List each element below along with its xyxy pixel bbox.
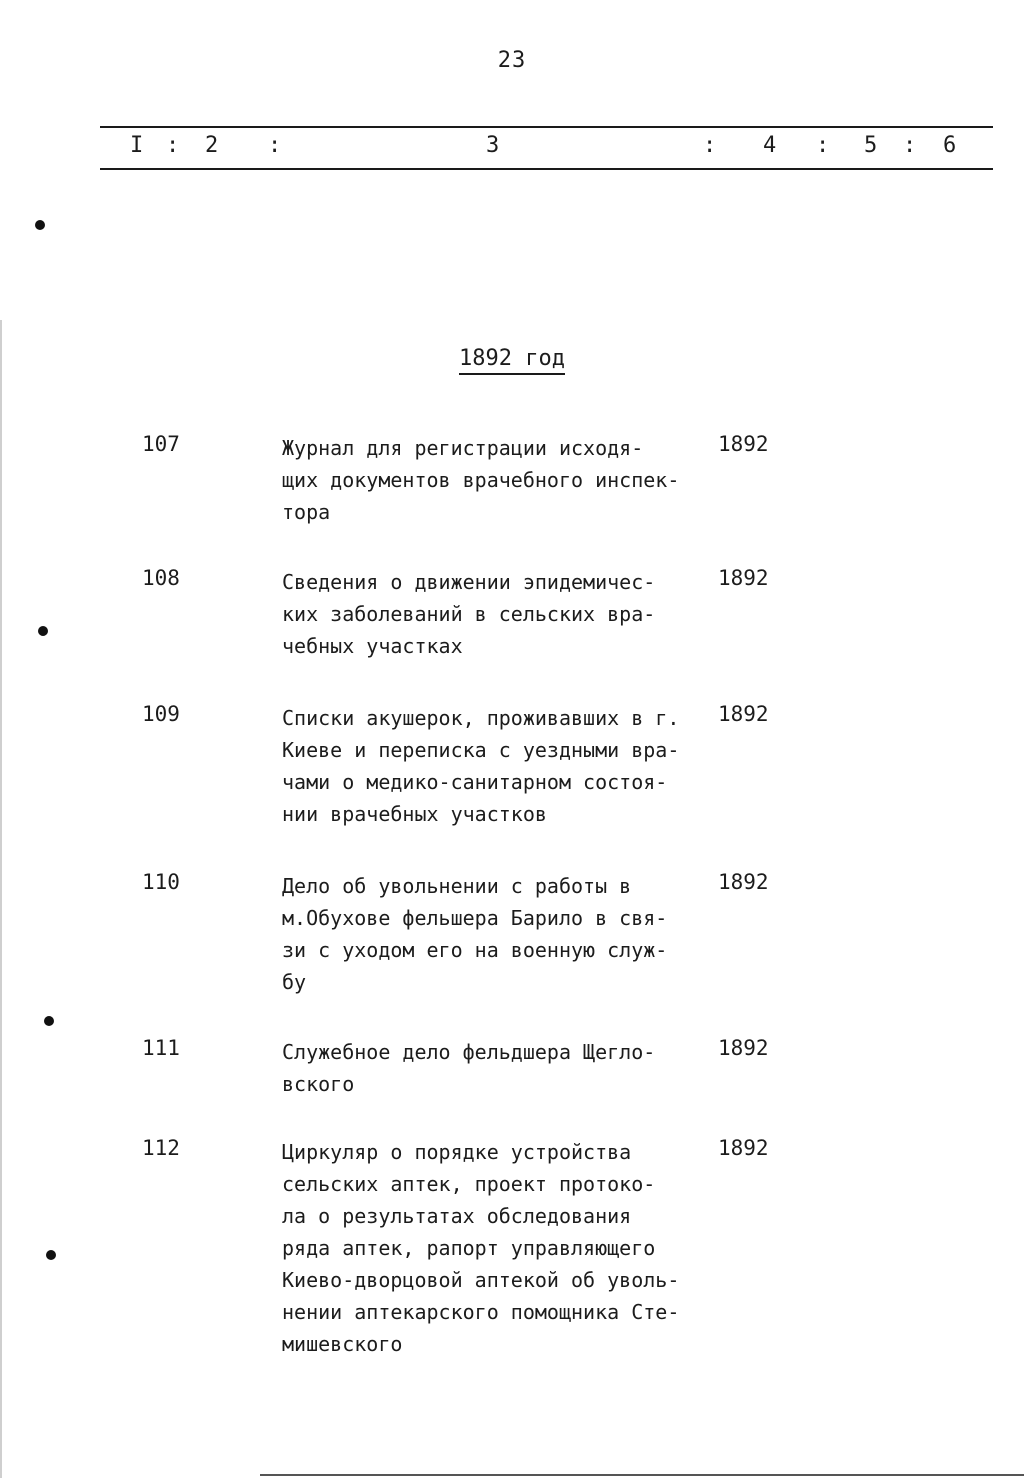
entry-number: 107 [142,432,180,456]
description-line: Списки акушерок, проживавших в г. [282,706,680,730]
description-line: чами о медико-санитарном состоя- [282,770,668,794]
column-separator: : [816,133,830,158]
description-line: Служебное дело фельдшера Щегло- [282,1040,656,1064]
column-header-4: 4 [763,133,777,158]
header-rule-bottom [100,168,993,170]
description-line: тора [282,500,331,524]
column-header-5: 5 [864,133,878,158]
description-line: ряда аптек, рапорт управляющего [282,1236,656,1260]
description-line: бу [282,970,307,994]
entry-description [282,1136,712,1360]
description-line: сельских аптек, проект протоко- [282,1172,656,1196]
entry-number: 111 [142,1036,180,1060]
description-line: Циркуляр о порядке устройства [282,1140,632,1164]
entry-year: 1892 [718,1036,769,1060]
column-header-1: I [130,133,144,158]
description-line: Сведения о движении эпидемичес- [282,570,656,594]
description-line: зи с уходом его на военную служ- [282,938,668,962]
column-separator: : [268,133,282,158]
description-line: ла о результатах обследования [282,1204,632,1228]
section-heading-text: 1892 год [459,346,565,375]
column-header-2: 2 [205,133,219,158]
column-separator: : [703,133,717,158]
description-line: м.Обухове фельшера Барило в свя- [282,906,668,930]
header-rule-top [100,126,993,128]
section-heading [0,346,1024,371]
entry-year: 1892 [718,566,769,590]
entry-description [282,870,712,998]
description-line: чебных участках [282,634,463,658]
entry-number: 108 [142,566,180,590]
column-header-6: 6 [943,133,957,158]
entry-description [282,566,712,662]
entry-description [282,1036,712,1100]
description-line: вского [282,1072,355,1096]
description-line: нии врачебных участков [282,802,547,826]
punch-hole-mark [46,1250,56,1260]
description-line: Дело об увольнении с работы в [282,874,632,898]
description-line: щих документов врачебного инспек- [282,468,680,492]
description-line: Киево-дворцовой аптекой об уволь- [282,1268,680,1292]
entry-number: 112 [142,1136,180,1160]
punch-hole-mark [35,220,45,230]
punch-hole-mark [44,1016,54,1026]
page-edge-shadow [0,320,2,1478]
column-separator: : [166,133,180,158]
entry-description [282,702,712,830]
description-line: нении аптекарского помощника Сте- [282,1300,680,1324]
page-bottom-edge [260,1474,1024,1476]
column-header-3: 3 [486,133,500,158]
description-line: Журнал для регистрации исходя- [282,436,644,460]
description-line: мишевского [282,1332,403,1356]
entry-description [282,432,712,528]
page-number: 23 [497,48,527,73]
entry-year: 1892 [718,870,769,894]
entry-year: 1892 [718,702,769,726]
entry-year: 1892 [718,1136,769,1160]
entry-year: 1892 [718,432,769,456]
description-line: ких заболеваний в сельских вра- [282,602,656,626]
entry-number: 110 [142,870,180,894]
punch-hole-mark [38,626,48,636]
column-separator: : [903,133,917,158]
entry-number: 109 [142,702,180,726]
description-line: Киеве и переписка с уездными вра- [282,738,680,762]
